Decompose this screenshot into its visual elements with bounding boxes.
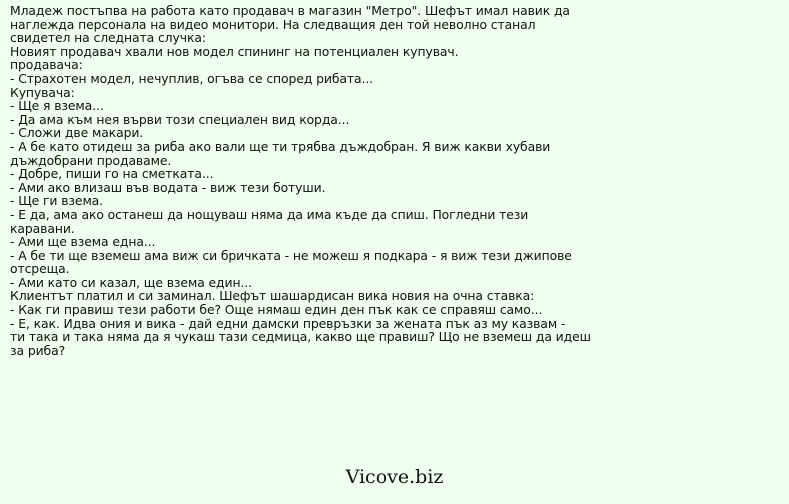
joke-line: Клиентът платил и си заминал. Шефът шашардисан вика новия на очна ставка: [10, 288, 535, 304]
joke-line: Младеж постъпва на работа като продавач в магазин "Метро". Шефът имал навик да [10, 3, 570, 18]
joke-line: каравани. [10, 220, 75, 236]
joke-line: - Е да, ама ако останеш да нощуваш няма да има къде да спиш. Погледни тези [10, 206, 529, 222]
joke-line: Купувача: [10, 84, 75, 100]
joke-line: продавача: [10, 57, 83, 73]
joke-line: - Сложи две макари. [10, 125, 144, 141]
site-watermark: Vicove.biz [345, 466, 444, 488]
joke-line: Новият продавач хвали нов модел спининг на потенциален купувач. [10, 43, 459, 59]
joke-line: - Ще ги взема. [10, 193, 104, 209]
joke-line: - А бе като отидеш за риба ако вали ще ти трябва дъждобран. Я виж какви хубави [10, 138, 551, 154]
joke-line: наглежда персонала на видео монитори. На следващия ден той неволно станал [10, 16, 536, 32]
joke-line: отсреща. [10, 261, 70, 277]
joke-line: - Ами като си казал, ще взема един... [10, 274, 252, 290]
joke-line: ти така и така няма да я чукаш тази седмица, какво ще правиш? Що не вземеш да идеш [10, 329, 591, 345]
joke-line: - Ами ако влизаш във водата - виж тези ботуши. [10, 179, 326, 195]
joke-text [10, 4, 590, 357]
joke-line: дъждобрани продаваме. [10, 152, 172, 168]
joke-line: - Страхотен модел, нечуплив, огъва се според рибата... [10, 70, 373, 86]
joke-line: - Как ги правиш тези работи бе? Още нямаш един ден пък как се справяш само... [10, 302, 543, 318]
joke-line: - Ами ще взема една... [10, 234, 156, 250]
joke-line: за риба? [10, 342, 66, 358]
joke-line: - Добре, пиши го на сметката... [10, 166, 214, 182]
joke-line: - Да ама към нея върви този специален вид корда... [10, 111, 350, 127]
joke-line: - А бе ти ще вземеш ама виж си бричката - не можеш я подкара - я виж тези джипове [10, 247, 572, 263]
joke-line: - Ще я взема... [10, 98, 104, 114]
joke-line: - Е, как. Идва ония и вика - дай едни дамски превръзки за жената пък аз му казвам - [10, 315, 566, 331]
joke-line: свидетел на следната случка: [10, 30, 206, 46]
